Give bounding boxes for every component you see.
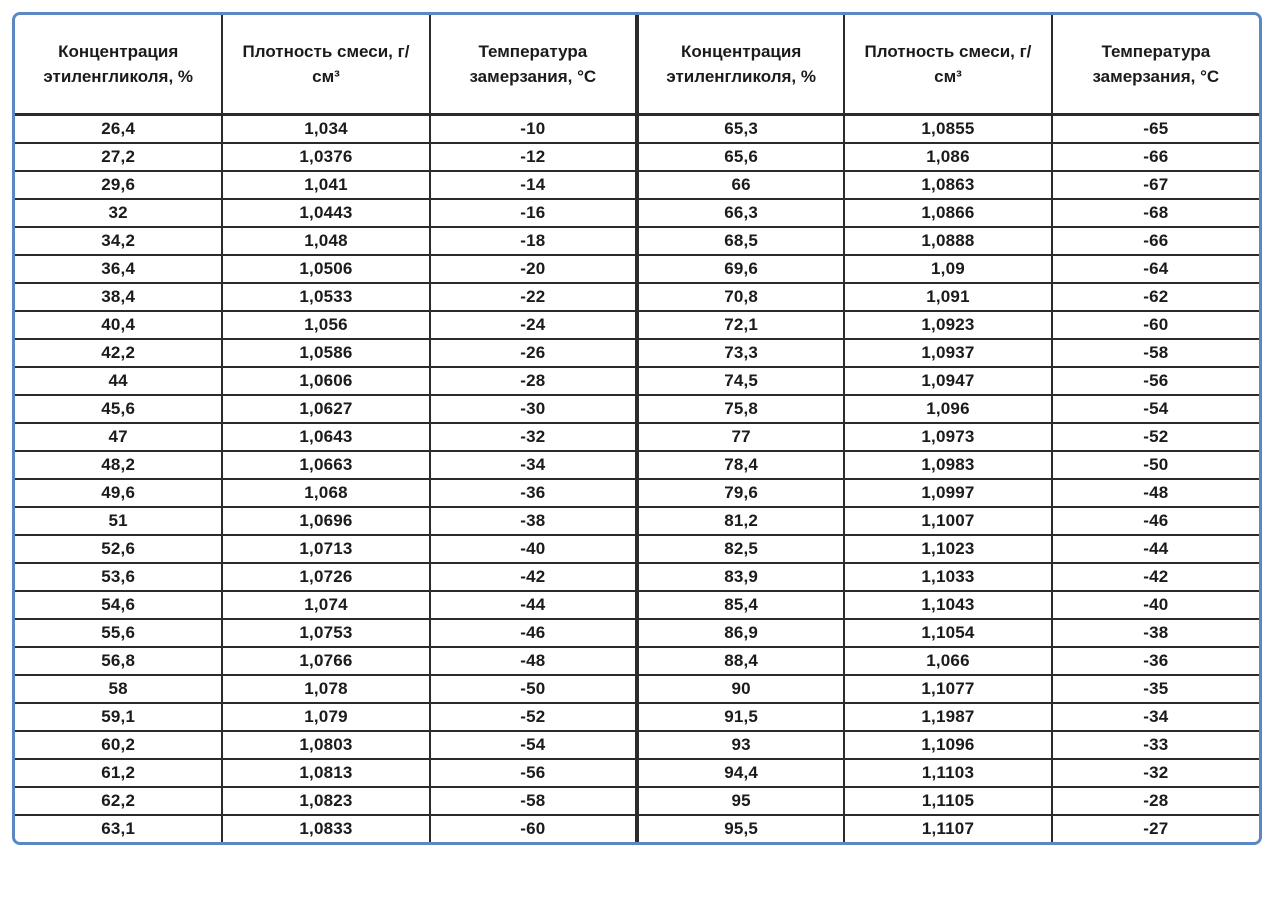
table-cell: -32 — [430, 423, 637, 451]
table-cell: 1,056 — [222, 311, 429, 339]
ethylene-glycol-table — [15, 15, 1259, 842]
table-cell: -48 — [430, 647, 637, 675]
table-row — [15, 507, 1259, 535]
table-row — [15, 759, 1259, 787]
table-row — [15, 563, 1259, 591]
table-cell: -38 — [1052, 619, 1259, 647]
table-cell: 1,1007 — [844, 507, 1051, 535]
table-cell: 51 — [15, 507, 222, 535]
table-cell: 1,078 — [222, 675, 429, 703]
table-cell: -16 — [430, 199, 637, 227]
table-cell: 66,3 — [637, 199, 844, 227]
table-row — [15, 591, 1259, 619]
table-cell: 47 — [15, 423, 222, 451]
table-cell: 53,6 — [15, 563, 222, 591]
table-header — [15, 15, 1259, 115]
table-cell: 1,068 — [222, 479, 429, 507]
header-concentration-right: Концентрация этиленгликоля, % — [637, 15, 844, 115]
table-cell: -42 — [430, 563, 637, 591]
header-density-left: Плотность смеси, г/см³ — [222, 15, 429, 115]
table-cell: -60 — [1052, 311, 1259, 339]
table-cell: 75,8 — [637, 395, 844, 423]
table-cell: -36 — [1052, 647, 1259, 675]
table-cell: 1,1077 — [844, 675, 1051, 703]
table-cell: -27 — [1052, 815, 1259, 842]
table-cell: 1,1023 — [844, 535, 1051, 563]
table-cell: 1,1033 — [844, 563, 1051, 591]
table-cell: -54 — [1052, 395, 1259, 423]
table-cell: 27,2 — [15, 143, 222, 171]
table-cell: 1,0937 — [844, 339, 1051, 367]
table-row — [15, 675, 1259, 703]
table-row — [15, 255, 1259, 283]
header-row — [15, 15, 1259, 115]
table-cell: 88,4 — [637, 647, 844, 675]
table-cell: 1,0997 — [844, 479, 1051, 507]
table-cell: -65 — [1052, 115, 1259, 144]
table-cell: 1,066 — [844, 647, 1051, 675]
table-cell: 1,086 — [844, 143, 1051, 171]
table-cell: -34 — [1052, 703, 1259, 731]
header-freezing-temp-left: Температура замерзания, °С — [430, 15, 637, 115]
table-cell: 44 — [15, 367, 222, 395]
table-cell: 1,0923 — [844, 311, 1051, 339]
table-row — [15, 647, 1259, 675]
table-cell: 1,1987 — [844, 703, 1051, 731]
table-cell: 1,074 — [222, 591, 429, 619]
table-cell: -50 — [1052, 451, 1259, 479]
table-cell: -28 — [430, 367, 637, 395]
table-cell: -26 — [430, 339, 637, 367]
table-cell: 85,4 — [637, 591, 844, 619]
table-cell: 77 — [637, 423, 844, 451]
table-cell: -68 — [1052, 199, 1259, 227]
table-cell: 1,0753 — [222, 619, 429, 647]
table-cell: 82,5 — [637, 535, 844, 563]
table-cell: 36,4 — [15, 255, 222, 283]
table-cell: -32 — [1052, 759, 1259, 787]
table-cell: -54 — [430, 731, 637, 759]
table-cell: -48 — [1052, 479, 1259, 507]
table-cell: 81,2 — [637, 507, 844, 535]
table-cell: -35 — [1052, 675, 1259, 703]
table-cell: -52 — [430, 703, 637, 731]
table-cell: 1,1105 — [844, 787, 1051, 815]
table-cell: -33 — [1052, 731, 1259, 759]
table-cell: -52 — [1052, 423, 1259, 451]
table-cell: -56 — [1052, 367, 1259, 395]
table-cell: 1,0888 — [844, 227, 1051, 255]
table-row — [15, 143, 1259, 171]
table-cell: 38,4 — [15, 283, 222, 311]
table-cell: 65,3 — [637, 115, 844, 144]
table-cell: 1,0803 — [222, 731, 429, 759]
table-row — [15, 619, 1259, 647]
table-cell: 1,041 — [222, 171, 429, 199]
table-cell: 70,8 — [637, 283, 844, 311]
table-cell: 59,1 — [15, 703, 222, 731]
table-cell: 42,2 — [15, 339, 222, 367]
table-row — [15, 479, 1259, 507]
table-frame — [12, 12, 1262, 845]
table-row — [15, 787, 1259, 815]
table-row — [15, 311, 1259, 339]
table-cell: 1,096 — [844, 395, 1051, 423]
table-row — [15, 115, 1259, 144]
table-cell: 1,0376 — [222, 143, 429, 171]
table-row — [15, 395, 1259, 423]
table-cell: -28 — [1052, 787, 1259, 815]
table-cell: 1,1054 — [844, 619, 1051, 647]
table-cell: 1,0813 — [222, 759, 429, 787]
table-cell: 1,0663 — [222, 451, 429, 479]
table-cell: 72,1 — [637, 311, 844, 339]
table-cell: 54,6 — [15, 591, 222, 619]
table-cell: 93 — [637, 731, 844, 759]
table-row — [15, 731, 1259, 759]
table-cell: 40,4 — [15, 311, 222, 339]
table-row — [15, 367, 1259, 395]
table-cell: 1,0606 — [222, 367, 429, 395]
table-cell: -58 — [1052, 339, 1259, 367]
table-cell: 1,0696 — [222, 507, 429, 535]
table-cell: 1,0627 — [222, 395, 429, 423]
table-cell: 78,4 — [637, 451, 844, 479]
table-cell: 74,5 — [637, 367, 844, 395]
table-cell: -50 — [430, 675, 637, 703]
table-cell: 1,09 — [844, 255, 1051, 283]
table-body — [15, 115, 1259, 843]
table-cell: 60,2 — [15, 731, 222, 759]
table-row — [15, 815, 1259, 842]
table-row — [15, 199, 1259, 227]
table-cell: 69,6 — [637, 255, 844, 283]
table-cell: 1,0973 — [844, 423, 1051, 451]
table-cell: 49,6 — [15, 479, 222, 507]
table-row — [15, 423, 1259, 451]
table-cell: -67 — [1052, 171, 1259, 199]
table-cell: 58 — [15, 675, 222, 703]
table-cell: 1,1107 — [844, 815, 1051, 842]
table-cell: 52,6 — [15, 535, 222, 563]
table-cell: 1,0833 — [222, 815, 429, 842]
table-cell: 1,1096 — [844, 731, 1051, 759]
table-cell: -60 — [430, 815, 637, 842]
table-cell: -10 — [430, 115, 637, 144]
table-row — [15, 171, 1259, 199]
table-cell: 90 — [637, 675, 844, 703]
table-cell: -30 — [430, 395, 637, 423]
table-cell: -64 — [1052, 255, 1259, 283]
table-cell: 95 — [637, 787, 844, 815]
table-cell: 1,079 — [222, 703, 429, 731]
table-cell: -46 — [430, 619, 637, 647]
table-row — [15, 339, 1259, 367]
table-row — [15, 227, 1259, 255]
table-cell: -42 — [1052, 563, 1259, 591]
table-cell: 1,0533 — [222, 283, 429, 311]
table-cell: 1,0506 — [222, 255, 429, 283]
table-cell: 48,2 — [15, 451, 222, 479]
table-cell: 1,0443 — [222, 199, 429, 227]
header-concentration-left: Концентрация этиленгликоля, % — [15, 15, 222, 115]
table-cell: 94,4 — [637, 759, 844, 787]
table-cell: 1,0855 — [844, 115, 1051, 144]
table-cell: 1,0823 — [222, 787, 429, 815]
table-cell: -44 — [1052, 535, 1259, 563]
table-cell: 26,4 — [15, 115, 222, 144]
table-cell: 65,6 — [637, 143, 844, 171]
table-cell: 34,2 — [15, 227, 222, 255]
table-cell: 61,2 — [15, 759, 222, 787]
table-row — [15, 451, 1259, 479]
table-cell: 63,1 — [15, 815, 222, 842]
table-cell: -38 — [430, 507, 637, 535]
table-cell: 56,8 — [15, 647, 222, 675]
table-cell: -66 — [1052, 227, 1259, 255]
table-cell: 1,0643 — [222, 423, 429, 451]
table-cell: -66 — [1052, 143, 1259, 171]
table-cell: -58 — [430, 787, 637, 815]
table-cell: -34 — [430, 451, 637, 479]
table-cell: -22 — [430, 283, 637, 311]
table-cell: 1,0586 — [222, 339, 429, 367]
table-cell: 1,1043 — [844, 591, 1051, 619]
table-cell: 55,6 — [15, 619, 222, 647]
table-cell: -24 — [430, 311, 637, 339]
table-cell: 45,6 — [15, 395, 222, 423]
table-row — [15, 703, 1259, 731]
table-cell: 1,091 — [844, 283, 1051, 311]
table-row — [15, 535, 1259, 563]
header-density-right: Плотность смеси, г/см³ — [844, 15, 1051, 115]
table-cell: 1,034 — [222, 115, 429, 144]
table-cell: 1,0947 — [844, 367, 1051, 395]
table-cell: -36 — [430, 479, 637, 507]
table-cell: 83,9 — [637, 563, 844, 591]
table-cell: 1,0713 — [222, 535, 429, 563]
table-cell: -14 — [430, 171, 637, 199]
table-cell: 91,5 — [637, 703, 844, 731]
table-cell: -62 — [1052, 283, 1259, 311]
table-cell: -20 — [430, 255, 637, 283]
table-cell: 1,0726 — [222, 563, 429, 591]
table-cell: -56 — [430, 759, 637, 787]
table-cell: 1,0866 — [844, 199, 1051, 227]
table-cell: 1,1103 — [844, 759, 1051, 787]
table-cell: -40 — [1052, 591, 1259, 619]
table-cell: 1,0863 — [844, 171, 1051, 199]
table-cell: 66 — [637, 171, 844, 199]
table-cell: 1,048 — [222, 227, 429, 255]
table-cell: -12 — [430, 143, 637, 171]
table-cell: 29,6 — [15, 171, 222, 199]
table-cell: -40 — [430, 535, 637, 563]
table-cell: 32 — [15, 199, 222, 227]
table-cell: 95,5 — [637, 815, 844, 842]
table-cell: -44 — [430, 591, 637, 619]
table-cell: 79,6 — [637, 479, 844, 507]
table-row — [15, 283, 1259, 311]
table-cell: -18 — [430, 227, 637, 255]
table-cell: 62,2 — [15, 787, 222, 815]
table-cell: -46 — [1052, 507, 1259, 535]
table-cell: 68,5 — [637, 227, 844, 255]
table-cell: 1,0766 — [222, 647, 429, 675]
table-cell: 73,3 — [637, 339, 844, 367]
table-cell: 1,0983 — [844, 451, 1051, 479]
header-freezing-temp-right: Температура замерзания, °С — [1052, 15, 1259, 115]
table-cell: 86,9 — [637, 619, 844, 647]
